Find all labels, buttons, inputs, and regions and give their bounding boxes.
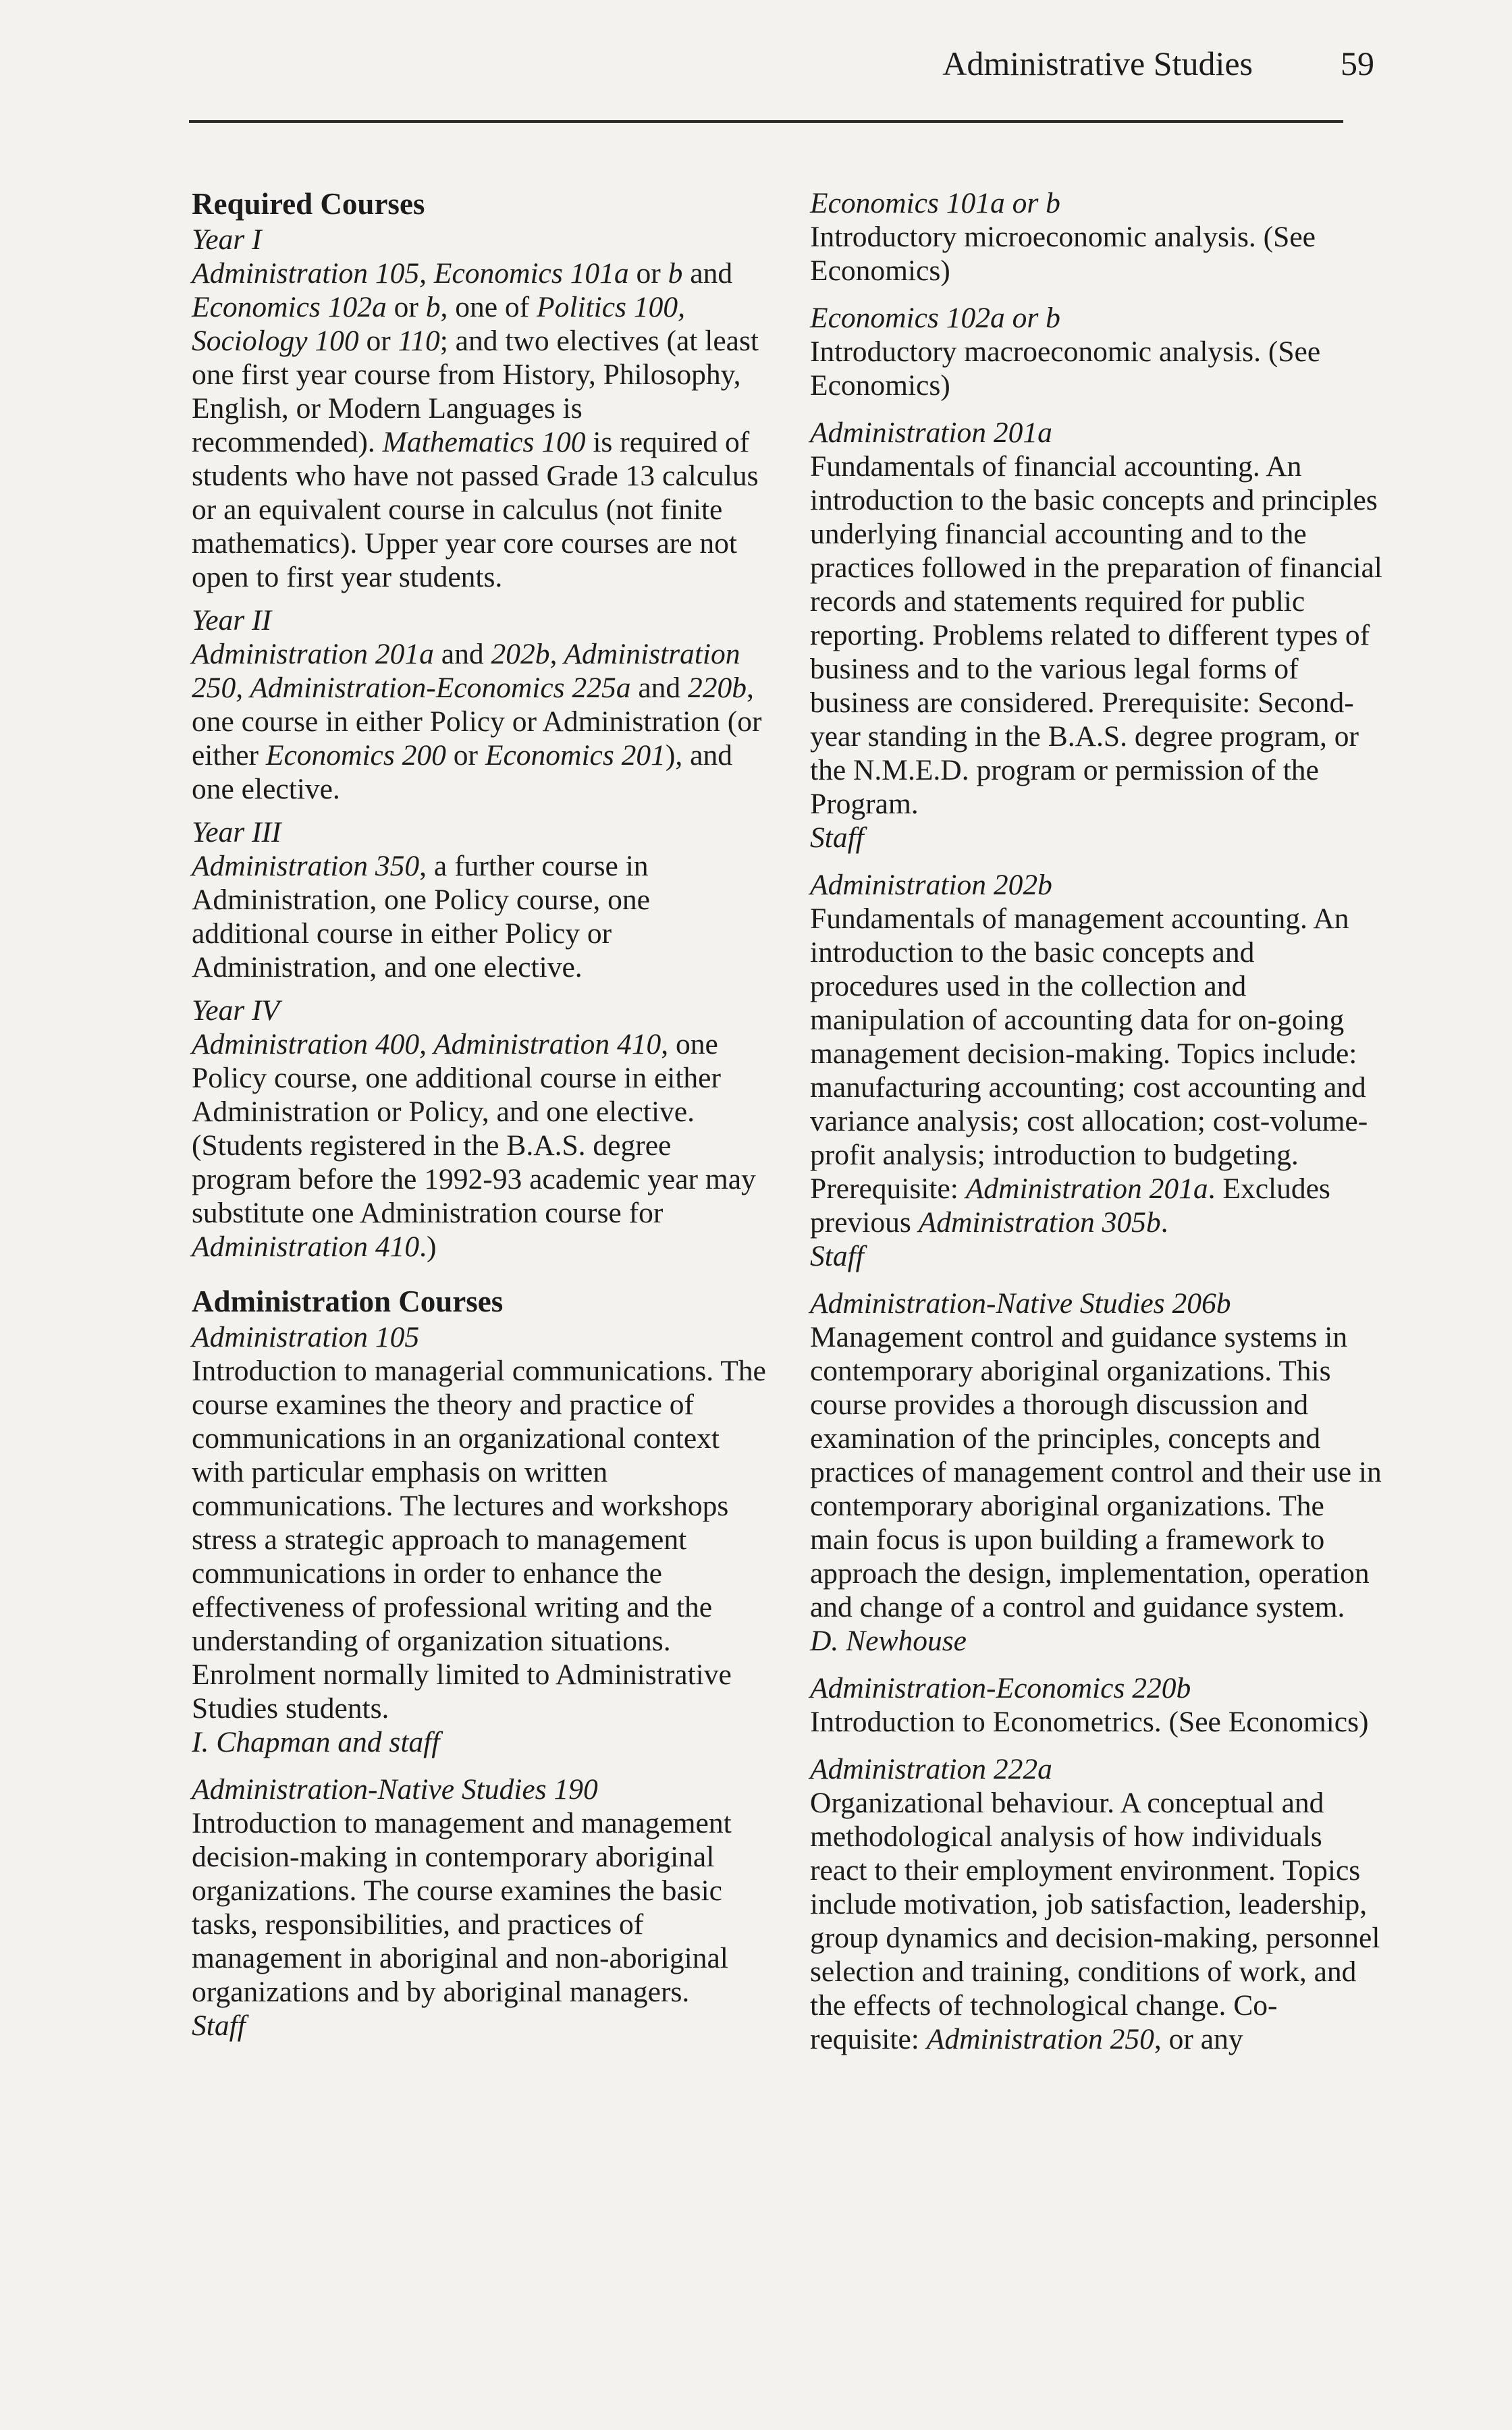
course-instructor: I. Chapman and staff	[192, 1726, 440, 1758]
year-requirements-segment: b	[668, 257, 683, 290]
required-courses-heading: Required Courses	[192, 187, 425, 221]
left-column	[192, 186, 772, 2043]
course-description	[192, 1806, 772, 2009]
course-entry	[810, 186, 1384, 288]
year-requirements-segment: is required of students who have not passed Grade 13 calculus or an equivalent course in calculus (not finite mathematics). Upper year core courses are not open to first year students.	[192, 426, 759, 593]
year-requirements-segment: Administration 201a	[192, 638, 434, 670]
year-requirements-segment: Economics 102a	[192, 291, 387, 323]
year-requirements-segment: or	[628, 257, 668, 290]
course-description	[810, 450, 1384, 821]
year-requirements-segment: Administration 410	[192, 1231, 420, 1263]
course-entry	[810, 1287, 1384, 1658]
course-entry	[810, 416, 1384, 855]
course-entry	[810, 868, 1384, 1273]
course-description-segment: Introductory microeconomic analysis. (See Economics)	[810, 221, 1316, 287]
year-requirements-segment: Administration 350	[192, 850, 420, 882]
year-requirements-segment: b	[425, 291, 441, 323]
course-description	[810, 335, 1384, 402]
year-requirements-segment: 220b	[688, 672, 747, 704]
year-requirements-segment: Administration 105, Economics 101a	[192, 257, 629, 290]
year-label: Year II	[192, 604, 272, 637]
year-requirements-segment: ), and one elective.	[192, 739, 732, 805]
year-requirements	[192, 849, 772, 984]
year-requirements-segment: Administration 400, Administration 410	[192, 1028, 662, 1060]
course-description	[192, 1354, 772, 1725]
course-description-segment: Administration 250	[926, 2023, 1154, 2055]
course-description	[810, 1320, 1384, 1624]
course-title: Administration 222a	[810, 1753, 1052, 1785]
course-title: Administration 202b	[810, 869, 1052, 901]
course-entry	[810, 1671, 1384, 1739]
year-label: Year IV	[192, 994, 280, 1027]
year-requirements-segment: Economics 200	[265, 739, 446, 772]
year-requirements-segment: or	[386, 291, 426, 323]
year-requirements-segment: and	[630, 672, 688, 704]
year-requirements-segment: 202b, Administration 250, Administration-Economics 225a	[192, 638, 740, 704]
year-requirements-segment: Politics 100, Sociology 100	[192, 291, 685, 357]
year-requirements	[192, 256, 772, 594]
course-description-segment: Introductory macroeconomic analysis. (See Economics)	[810, 335, 1321, 402]
year-requirements-segment: Economics 201	[485, 739, 666, 772]
course-description-segment: Introduction to managerial communications. The course examines the theory and practice of communications in an organizational context with particular emphasis on written communications. The lectures and workshops stress a strategic approach to management communications in order to enhance the effectiveness of professional writing and the understanding of organization situations. Enrolment normally limited to Administrative Studies students.	[192, 1355, 766, 1725]
course-title: Administration-Economics 220b	[810, 1672, 1191, 1704]
year-requirements-segment: or	[446, 739, 485, 772]
year-label: Year I	[192, 223, 262, 256]
page-number: 59	[1341, 45, 1374, 82]
year-requirements-segment: Mathematics 100	[382, 426, 586, 458]
course-description-segment: Administration 201a	[965, 1172, 1208, 1205]
year-requirements-segment: 110	[398, 325, 440, 357]
course-instructor: D. Newhouse	[810, 1625, 967, 1657]
right-column	[810, 186, 1384, 2056]
year-requirements-segment: , one of	[440, 291, 537, 323]
year-requirements	[192, 1027, 772, 1264]
year-requirements-segment: , a further course in Administration, one Policy course, one additional course in either Policy or Administration, and one elective.	[192, 850, 650, 983]
year-label: Year III	[192, 816, 281, 848]
header-rule	[189, 120, 1343, 123]
course-description-segment: Administration 305b	[918, 1206, 1161, 1239]
running-header-title: Administrative Studies	[942, 45, 1253, 82]
year-requirements-segment: and	[682, 257, 733, 290]
course-description-segment: , or any	[1154, 2023, 1243, 2055]
course-description	[810, 1786, 1384, 2056]
course-description-segment: . Excludes previous	[810, 1172, 1330, 1239]
running-header	[189, 38, 1374, 126]
year-requirements-segment: ; and two electives (at least one first year course from History, Philosophy, English, or Modern Languages is recommended).	[192, 325, 759, 458]
course-entry	[810, 1752, 1384, 2056]
year-requirements-segment: and	[433, 638, 491, 670]
course-description-segment: Introduction to Econometrics. (See Economics)	[810, 1706, 1369, 1738]
course-title: Administration-Native Studies 190	[192, 1773, 598, 1806]
course-description-segment: Fundamentals of financial accounting. An introduction to the basic concepts and principles underlying financial accounting and to the practices followed in the preparation of financial records and statements required for public reporting. Problems related to different types of business and to the various legal forms of business are considered. Prerequisite: Second-year standing in the B.A.S. degree program, or the N.M.E.D. program or permission of the Program.	[810, 450, 1382, 820]
course-description-segment: Fundamentals of management accounting. An introduction to the basic concepts and procedures used in the collection and manipulation of accounting data for on-going management decision-making. Topics include: manufacturing accounting; cost accounting and variance analysis; cost allocation; cost-volume-profit analysis; introduction to budgeting. Prerequisite:	[810, 902, 1368, 1205]
course-instructor: Staff	[810, 1240, 864, 1272]
course-description-segment: Introduction to management and management decision-making in contemporary aboriginal organizations. The course examines the basic tasks, responsibilities, and practices of management in aboriginal and non-aboriginal organizations and by aboriginal managers.	[192, 1807, 732, 2008]
year-requirements	[192, 637, 772, 806]
required-years	[192, 223, 772, 1264]
course-description	[810, 902, 1384, 1239]
year-requirements-segment: or	[358, 325, 398, 357]
course-title: Administration 201a	[810, 416, 1052, 449]
course-description-segment: .	[1160, 1206, 1168, 1239]
administration-courses-heading: Administration Courses	[192, 1285, 504, 1318]
year-requirements-segment: , one Policy course, one additional course in either Administration or Policy, and one elective. (Students registered in the B.A.S. degree program before the 1992-93 academic year may substitute one Administration course for	[192, 1028, 756, 1229]
right-course-list	[810, 186, 1384, 2056]
course-entry	[192, 1773, 772, 2043]
course-title: Administration-Native Studies 206b	[810, 1287, 1231, 1320]
course-entry	[810, 301, 1384, 402]
course-title: Economics 102a or b	[810, 302, 1060, 334]
year-requirements-segment: .)	[419, 1231, 437, 1263]
course-description-segment: Management control and guidance systems in contemporary aboriginal organizations. This course provides a thorough discussion and examination of the principles, concepts and practices of management control and their use in contemporary aboriginal organizations. The main focus is upon building a framework to approach the design, implementation, operation and change of a control and guidance system.	[810, 1321, 1382, 1623]
course-description	[810, 1705, 1384, 1739]
course-entry	[192, 1320, 772, 1759]
year-requirements-segment: , one course in either Policy or Administration (or either	[192, 672, 762, 772]
course-description-segment: Organizational behaviour. A conceptual and methodological analysis of how individuals react to their employment environment. Topics include motivation, job satisfaction, leadership, group dynamics and decision-making, personnel selection and training, conditions of work, and the effects of technological change. Co-requisite:	[810, 1787, 1380, 2055]
course-instructor: Staff	[810, 821, 864, 854]
course-instructor: Staff	[192, 2009, 246, 2042]
left-course-list	[192, 1320, 772, 2043]
course-title: Economics 101a or b	[810, 187, 1060, 219]
course-description	[810, 220, 1384, 288]
course-title: Administration 105	[192, 1321, 420, 1353]
